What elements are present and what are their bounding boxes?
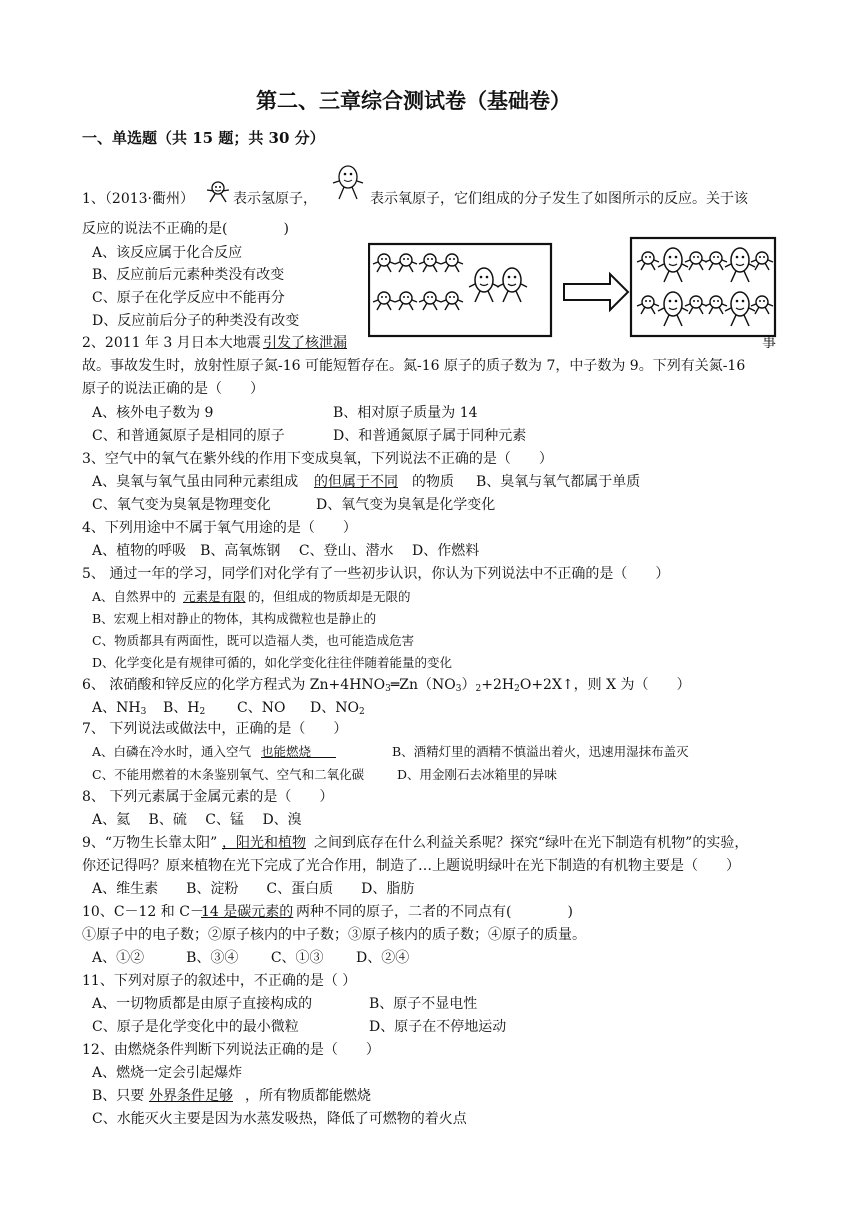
q7-option-a-underlined: 也能燃烧 [261,744,337,759]
q5-option-b: B、宏观上相对静止的物体，其构成微粒也是静止的 [92,611,377,626]
q11-stem: 11、下列对原子的叙述中，不正确的是（ ） [82,973,357,989]
q10-stem-underlined: 14 是碳元素的 [201,904,294,920]
q11-option-b: B、原子不显电性 [369,996,478,1012]
q7-option-d: D、用金刚石去冰箱里的异味 [397,767,558,782]
q4-options: A、植物的呼吸 B、高氧炼钢 C、登山、潜水 D、作燃料 [92,543,480,559]
q12-option-c: C、水能灭火主要是因为水蒸发吸热，降低了可燃物的着火点 [92,1111,467,1127]
q5-option-a-part2: 的，但组成的物质却是无限的 [248,589,411,604]
q1-option-a: A、该反应属于化合反应 [92,245,243,261]
hydrogen-atom-icon [205,180,231,204]
q12-option-b-part1: B、只要 [92,1088,145,1104]
q3-option-a-part1: A、臭氧与氧气虽由同种元素组成 [92,474,299,490]
q9-stem-line2: 你还记得吗？原来植物在光下完成了光合作用，制造了…上题说明绿叶在光下制造的有机物主要是（ ） [82,858,740,874]
q1-stem-line2: 反应的说法不正确的是( ) [82,221,289,237]
q12-option-a: A、燃烧一定会引起爆炸 [92,1065,243,1081]
oxygen-atom-icon [331,163,365,201]
q2-stem-underlined: 引发了核泄漏 [263,335,347,351]
q1-stem-part3: 表示氧原子，它们组成的分子发生了如图所示的反应。关于该 [370,191,748,207]
q3-option-b: B、臭氧与氧气都属于单质 [476,474,641,490]
q12-option-b-underlined: 外界条件足够 [149,1088,233,1104]
q8-stem: 8、 下列元素属于金属元素的是（ ） [82,789,334,805]
q9-options: A、维生素 B、淀粉 C、蛋白质 D、脂肪 [92,881,415,897]
q11-option-d: D、原子在不停地运动 [369,1019,507,1035]
q10-stem-line2: ①原子中的电子数；②原子核内的中子数；③原子核内的质子数；④原子的质量。 [82,927,586,943]
q12-option-b-part2: ，所有物质都能燃烧 [245,1088,371,1104]
q6-stem: 6、 浓硝酸和锌反应的化学方程式为 $Zn+4HNO_3═Zn(NO_3)_2+2H_2O+2X↑$，则 X 为（ ） [82,677,691,694]
q3-option-a-part2: 的物质 [412,474,454,490]
q1-option-c: C、原子在化学反应中不能再分 [92,290,285,306]
q2-option-c: C、和普通氮原子是相同的原子 [92,428,285,444]
q5-option-a-underlined: 元素是有限 [183,589,246,604]
q2-option-b: B、相对原子质量为 14 [333,405,478,421]
q1-stem-part2: 表示氢原子， [233,191,317,207]
q6-option-d: D、$NO_2$ [310,700,365,717]
q5-option-a-part1: A、自然界中的 [92,589,177,604]
q2-option-d: D、和普通氮原子属于同种元素 [333,428,527,444]
page-title: 第二、三章综合测试卷（基础卷） [256,88,571,113]
q8-options: A、氦 B、硫 C、锰 D、溴 [92,812,302,828]
q10-stem-part1: 10、C－12 和 C－ [82,904,204,920]
q6-option-a: A、$NH_3$ [92,700,147,717]
q2-stem-end: 事 [762,335,776,351]
section-heading: 一、单选题（共 15 题；共 30 分） [82,129,325,147]
q2-stem-line3: 原子的说法正确的是（ ） [82,381,264,397]
q1-option-d: D、反应前后分子的种类没有改变 [92,313,300,329]
q10-stem-part2: 两种不同的原子，二者的不同点有( ) [296,904,573,920]
q3-stem: 3、空气中的氧气在紫外线的作用下变成臭氧，下列说法不正确的是（ ） [82,451,553,467]
q5-option-c: C、物质都具有两面性，既可以造福人类，也可能造成危害 [92,633,415,648]
q7-option-b: B、酒精灯里的酒精不慎溢出着火，迅速用湿抹布盖灭 [392,744,689,759]
q9-stem-underlined: ，阳光和植物 [222,835,306,851]
q11-option-a: A、一切物质都是由原子直接构成的 [92,996,313,1012]
q3-option-c: C、氧气变为臭氧是物理变化 [92,497,271,513]
q5-stem: 5、 通过一年的学习，同学们对化学有了一些初步认识，你认为下列说法中不正确的是（ ） [82,566,670,582]
q3-option-d: D、氧气变为臭氧是化学变化 [316,497,496,513]
q6-option-b: B、$H_2$ [163,700,206,717]
q4-stem: 4、下列用途中不属于氧气用途的是（ ） [82,520,357,536]
q2-option-a: A、核外电子数为 9 [92,405,214,421]
q3-option-a-underlined: 的但属于不同 [314,474,398,490]
q9-stem-part1: 9、“万物生长靠太阳” [82,835,218,851]
q7-option-c: C、不能用燃着的木条鉴别氧气、空气和二氧化碳 [92,767,365,782]
q7-option-a-part1: A、白磷在冷水时，通入空气 [92,744,252,759]
q1-option-b: B、反应前后元素种类没有改变 [92,267,285,283]
q12-stem: 12、由燃烧条件判断下列说法正确的是（ ） [82,1042,380,1058]
q1-stem-part1: 1、（2013·衢州） [82,191,194,207]
q2-stem-part1: 2、2011 年 3 月日本大地震 [82,335,261,351]
q10-options: A、①② B、③④ C、①③ D、②④ [92,950,410,966]
q5-option-d: D、化学变化是有规律可循的，如化学变化往往伴随着能量的变化 [92,655,453,670]
q6-option-c: C、NO [237,700,286,716]
q2-stem-line2: 故。事故发生时，放射性原子氮-16 可能短暂存在。氮-16 原子的质子数为 7，中子数为 9。下列有关氮-16 [82,358,746,374]
reaction-diagram [368,236,778,338]
q9-stem-part2: 之间到底存在什么利益关系呢？探究“绿叶在光下制造有机物”的实验， [314,835,749,851]
q11-option-c: C、原子是化学变化中的最小微粒 [92,1019,299,1035]
q7-stem: 7、 下列说法或做法中，正确的是（ ） [82,721,348,737]
